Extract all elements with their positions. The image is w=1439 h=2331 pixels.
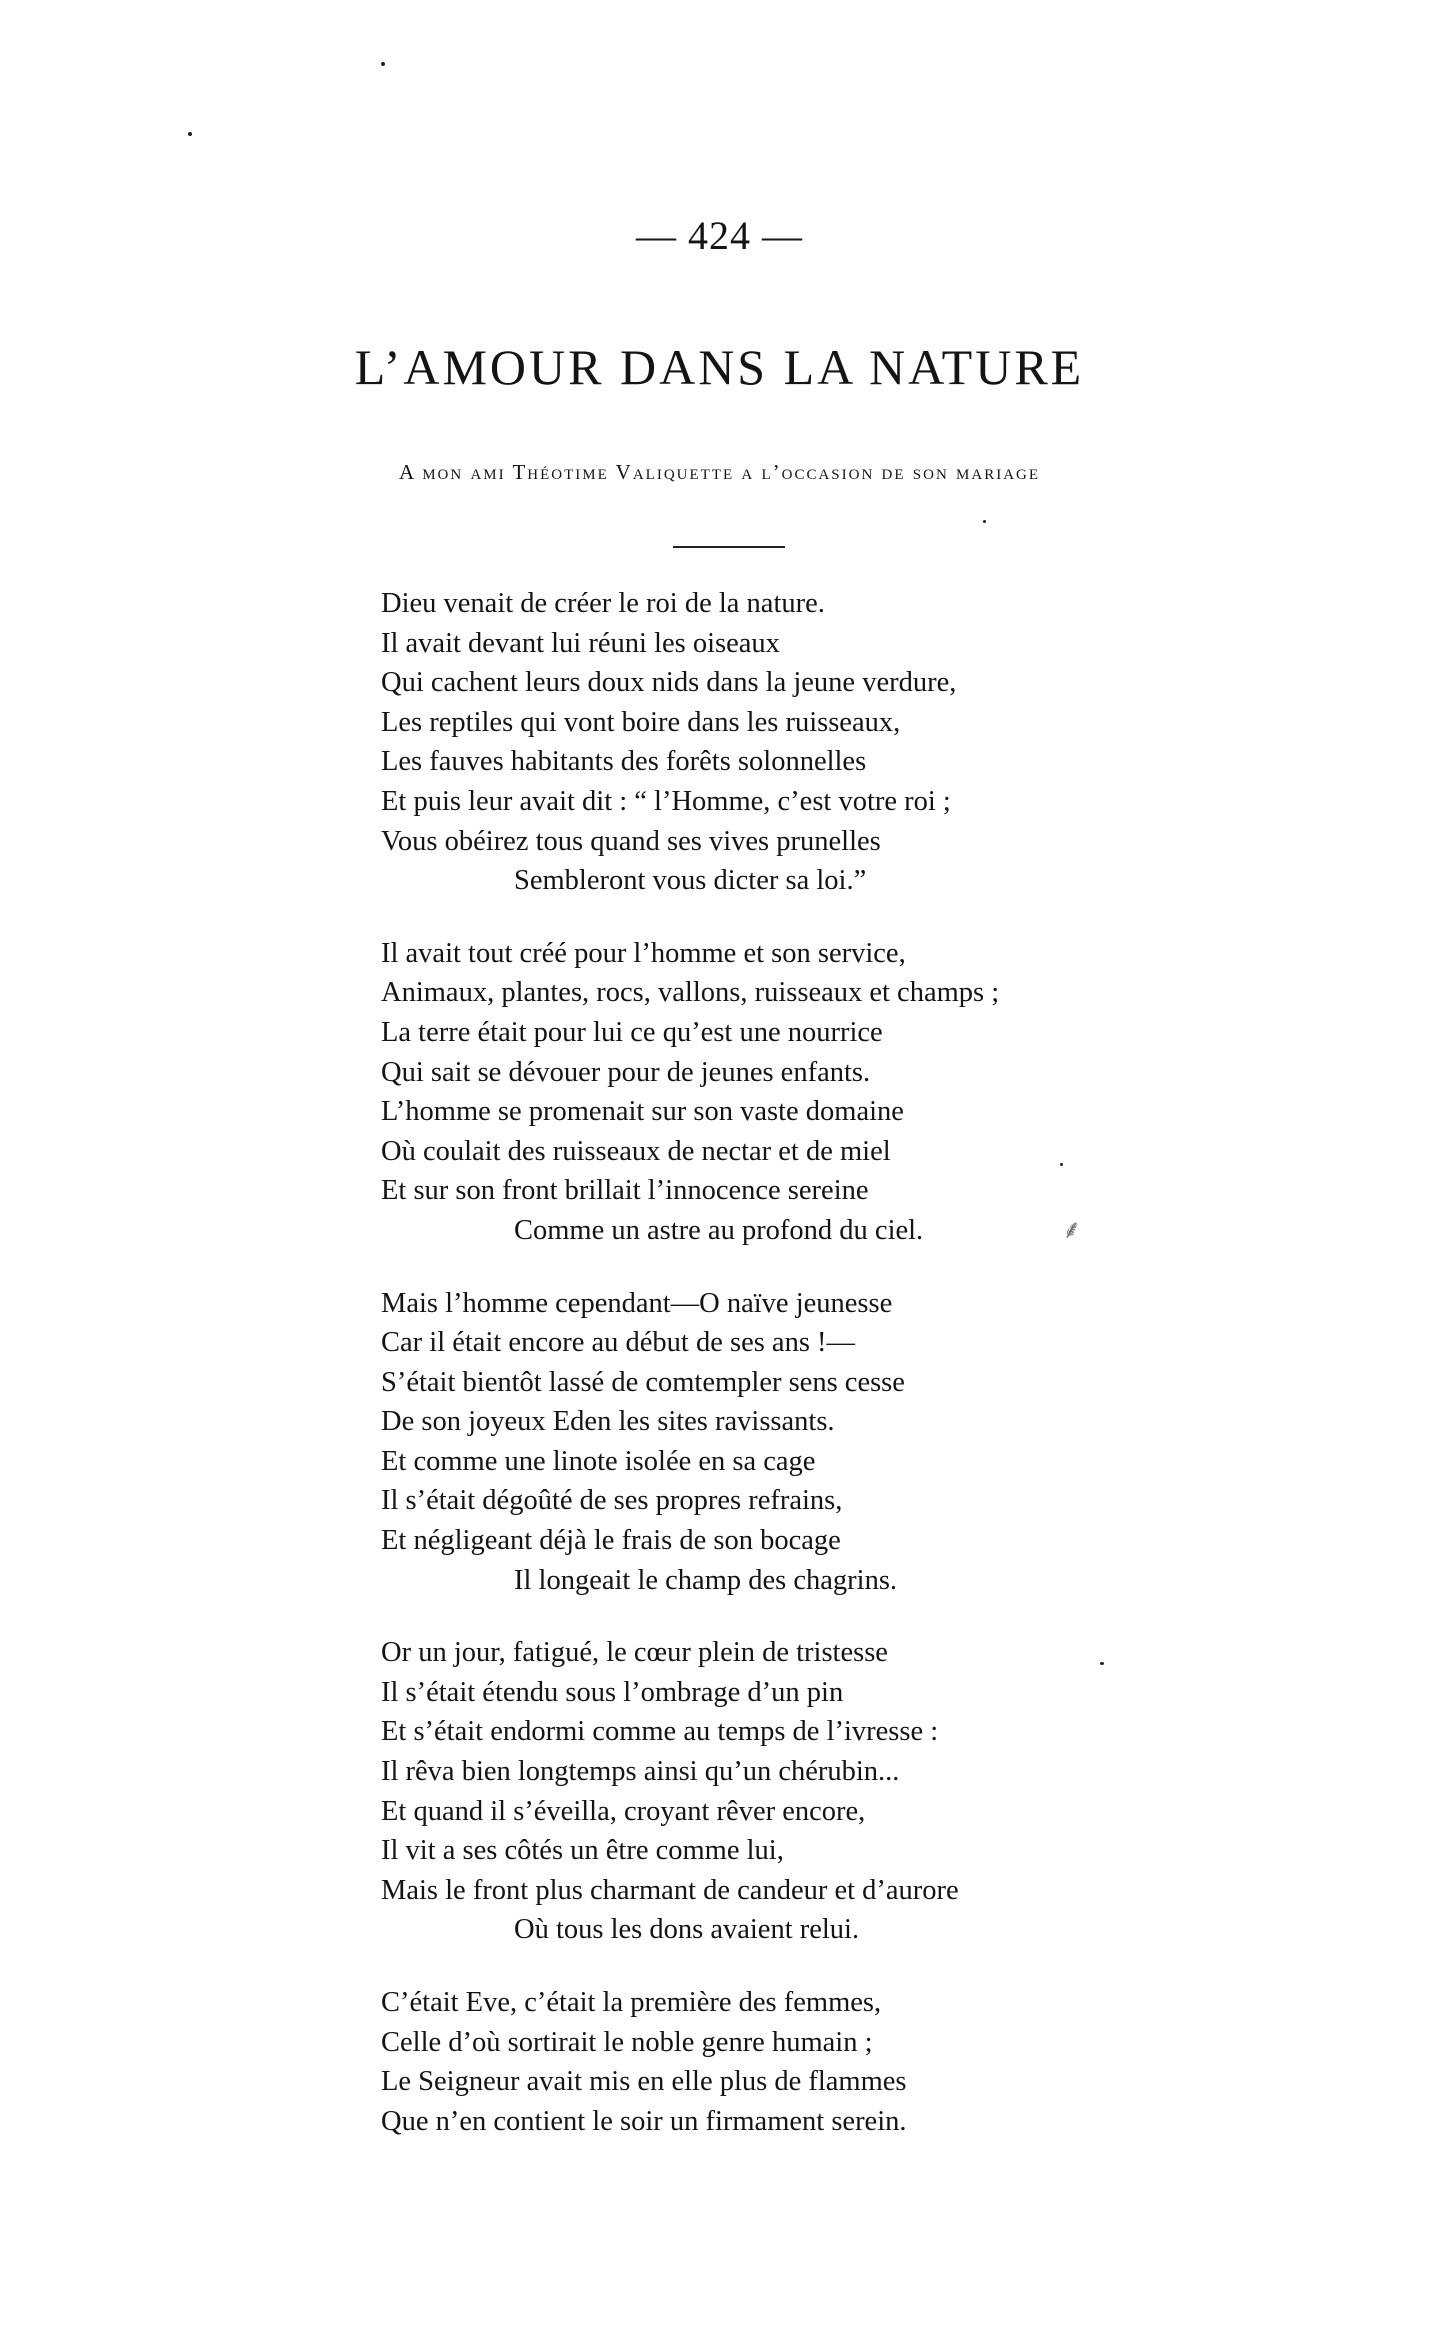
verse-line: Car il était encore au début de ses ans !— (381, 1327, 856, 1359)
verse-line: Les reptiles qui vont boire dans les ruisseaux, (381, 706, 901, 738)
verse-line: Et quand il s’éveilla, croyant rêver encore, (381, 1795, 866, 1827)
verse-line: Celle d’où sortirait le noble genre humain ; (381, 2026, 873, 2058)
verse-line: Il avait devant lui réuni les oiseaux (381, 627, 780, 659)
verse-line: Que n’en contient le soir un firmament serein. (381, 2105, 907, 2137)
verse-line-indented: Où tous les dons avaient relui. (514, 1914, 860, 1946)
verse-line-indented: Comme un astre au profond du ciel. (514, 1214, 924, 1246)
poem-title: L’AMOUR DANS LA NATURE (354, 339, 1085, 395)
verse-line: Et sur son front brillait l’innocence sereine (381, 1175, 869, 1207)
verse-line: Il s’était dégoûté de ses propres refrains, (381, 1485, 843, 1517)
speck-mark (983, 520, 986, 523)
speck-mark (381, 62, 385, 66)
verse-line: Il vit a ses côtés un être comme lui, (381, 1835, 784, 1867)
verse-line: Vous obéirez tous quand ses vives prunelles (381, 825, 881, 857)
verse-line: Et s’était endormi comme au temps de l’ivresse : (381, 1716, 939, 1748)
verse-line: Il avait tout créé pour l’homme et son service, (381, 937, 906, 969)
verse-line: De son joyeux Eden les sites ravissants. (381, 1406, 835, 1438)
stanza (381, 584, 1201, 901)
verse-line: Qui cachent leurs doux nids dans la jeune verdure, (381, 667, 957, 699)
verse-line: Or un jour, fatigué, le cœur plein de tristesse (381, 1637, 888, 1669)
verse-line: Mais l’homme cependant—O naïve jeunesse (381, 1287, 893, 1319)
title-divider (673, 546, 785, 548)
stanza (381, 1633, 1201, 1950)
verse-line: Le Seigneur avait mis en elle plus de flammes (381, 2066, 907, 2098)
verse-line: La terre était pour lui ce qu’est une nourrice (381, 1016, 883, 1048)
verse-line: Où coulait des ruisseaux de nectar et de miel (381, 1135, 891, 1167)
verse-line: Mais le front plus charmant de candeur et d’aurore (381, 1874, 959, 1906)
verse-line: Et puis leur avait dit : “ l’Homme, c’est votre roi ; (381, 785, 951, 817)
verse-line: Animaux, plantes, rocs, vallons, ruisseaux et champs ; (381, 977, 1000, 1009)
verse-line: S’était bientôt lassé de comtempler sens cesse (381, 1366, 905, 1398)
verse-line: Qui sait se dévouer pour de jeunes enfants. (381, 1056, 871, 1088)
verse-line: Il rêva bien longtemps ainsi qu’un chérubin... (381, 1756, 900, 1788)
poem-body (381, 584, 1201, 2174)
verse-line: Et négligeant déjà le frais de son bocage (381, 1525, 841, 1557)
verse-line: L’homme se promenait sur son vaste domaine (381, 1096, 904, 1128)
stanza (381, 1983, 1201, 2141)
speck-mark (188, 132, 192, 136)
verse-line: Il s’était étendu sous l’ombrage d’un pin (381, 1676, 844, 1708)
scan-mark-icon: ⸙ (1062, 1215, 1082, 1245)
verse-line-indented: Il longeait le champ des chagrins. (514, 1564, 898, 1596)
page-number: — 424 — (636, 213, 803, 258)
verse-line: Dieu venait de créer le roi de la nature. (381, 588, 825, 619)
verse-line: Et comme une linote isolée en sa cage (381, 1445, 816, 1477)
stanza (381, 934, 1201, 1251)
verse-line: Les fauves habitants des forêts solonnelles (381, 746, 867, 778)
verse-line-indented: Sembleront vous dicter sa loi.” (514, 865, 867, 897)
verse-line: C’était Eve, c’était la première des femmes, (381, 1987, 882, 2018)
poem-dedication: A mon ami Théotime Valiquette a l’occasion de son mariage (398, 460, 1041, 484)
stanza (381, 1284, 1201, 1601)
